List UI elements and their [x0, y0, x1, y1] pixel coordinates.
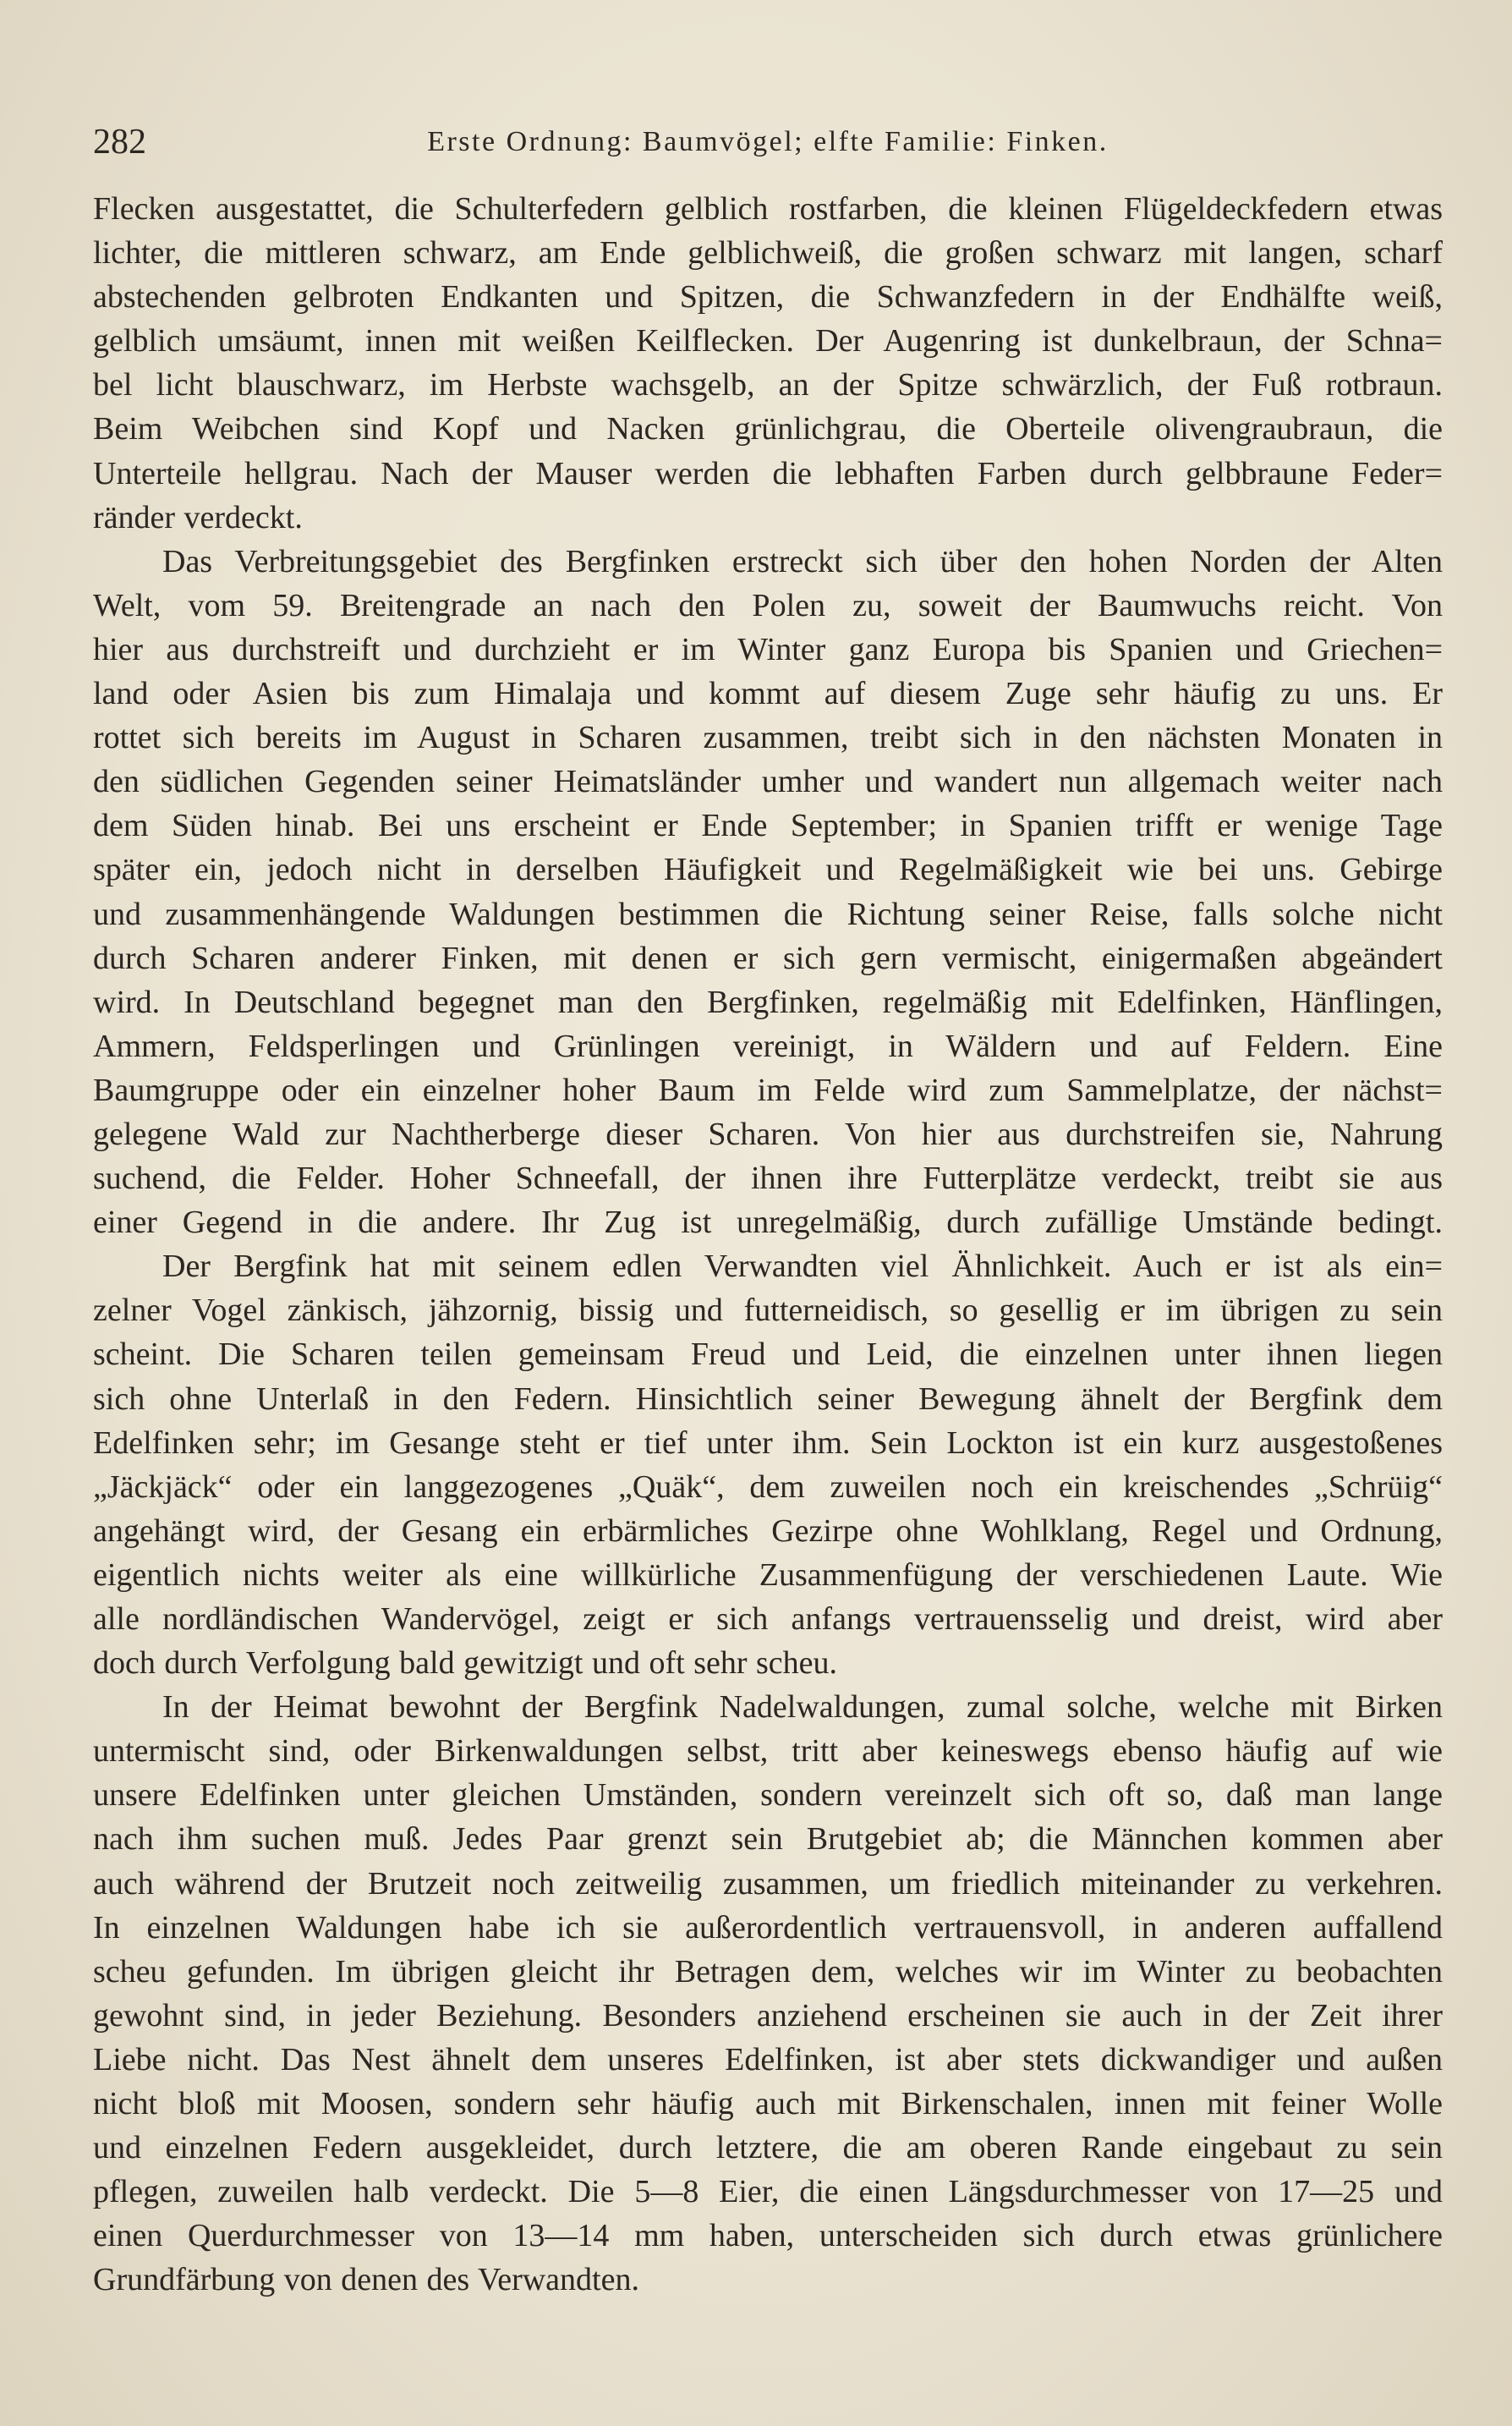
text-line: nach ihm suchen muß. Jedes Paar grenzt sein Brutgebiet ab; die Männchen kommen aber [93, 1821, 1443, 1858]
text-line: gelblich umsäumt, innen mit weißen Keilflecken. Der Augenring ist dunkelbraun, der Schna= [93, 323, 1443, 360]
paragraph-behaviour [93, 1244, 1443, 1685]
text-line: Unterteile hellgrau. Nach der Mauser werden die lebhaften Farben durch gelbbraune Feder= [93, 455, 1443, 491]
text-line: zelner Vogel zänkisch, jähzornig, bissig und futterneidisch, so gesellig er im übrigen zu sein [93, 1293, 1443, 1329]
text-line: Ammern, Feldsperlingen und Grünlingen vereinigt, in Wäldern und auf Feldern. Eine [93, 1028, 1443, 1064]
text-line: lichter, die mittleren schwarz, am Ende gelblichweiß, die großen schwarz mit langen, scharf [93, 235, 1443, 272]
text-line: nicht bloß mit Moosen, sondern sehr häufig auch mit Birkenschalen, innen mit feiner Wolle [93, 2086, 1443, 2122]
text-line: scheint. Die Scharen teilen gemeinsam Freud und Leid, die einzelnen unter ihnen liegen [93, 1336, 1443, 1373]
text-line: Baumgruppe oder ein einzelner hoher Baum im Felde wird zum Sammelplatze, der nächst= [93, 1072, 1443, 1108]
text-line: gelegene Wald zur Nachtherberge dieser Scharen. Von hier aus durchstreifen sie, Nahrung [93, 1116, 1443, 1152]
body-text [93, 187, 1443, 2303]
text-line: wird. In Deutschland begegnet man den Bergfinken, regelmäßig mit Edelfinken, Hänflingen, [93, 984, 1443, 1020]
text-line: Der Bergfink hat mit seinem edlen Verwandten viel Ähnlichkeit. Auch er ist als ein= [162, 1249, 1443, 1285]
text-line: Welt, vom 59. Breitengrade an nach den Polen zu, soweit der Baumwuchs reicht. Von [93, 587, 1443, 623]
text-line: hier aus durchstreift und durchzieht er im Winter ganz Europa bis Spanien und Griechen= [93, 631, 1443, 667]
paragraph-distribution [93, 540, 1443, 1245]
text-line: und einzelnen Federn ausgekleidet, durch letztere, die am oberen Rande eingebaut zu sein [93, 2130, 1443, 2166]
text-line: Flecken ausgestattet, die Schulterfedern gelblich rostfarben, die kleinen Flügeldeckfedern etwas [93, 191, 1443, 227]
text-line: dem Süden hinab. Bei uns erscheint er Ende September; in Spanien trifft er wenige Tage [93, 808, 1443, 844]
running-title: Erste Ordnung: Baumvögel; elfte Familie: Finken. [427, 126, 1109, 157]
text-line: einer Gegend in die andere. Ihr Zug ist unregelmäßig, durch zufällige Umstände bedingt. [93, 1205, 1443, 1241]
text-line: Beim Weibchen sind Kopf und Nacken grünlichgrau, die Oberteile olivengraubraun, die [93, 411, 1443, 447]
text-line: gewohnt sind, in jeder Beziehung. Besonders anziehend erscheinen sie auch in der Zeit ihrer [93, 1997, 1443, 2034]
text-line: Edelfinken sehr; im Gesange steht er tief unter ihm. Sein Lockton ist ein kurz ausgestoßenes [93, 1424, 1443, 1461]
text-line: Das Verbreitungsgebiet des Bergfinken erstreckt sich über den hohen Norden der Alten [162, 543, 1443, 579]
text-line: ränder verdeckt. [93, 499, 303, 535]
text-line: rottet sich bereits im August in Scharen zusammen, treibt sich in den nächsten Monaten in [93, 720, 1443, 756]
paragraph-plumage [93, 187, 1443, 540]
text-line: den südlichen Gegenden seiner Heimatsländer umher und wandert nun allgemach weiter nach [93, 764, 1443, 800]
text-line: und zusammenhängende Waldungen bestimmen die Richtung seiner Reise, falls solche nicht [93, 896, 1443, 932]
text-line: „Jäckjäck“ oder ein langgezogenes „Quäk“, dem zuweilen noch ein kreischendes „Schrüig“ [93, 1468, 1443, 1505]
text-line: unsere Edelfinken unter gleichen Umständen, sondern vereinzelt sich oft so, daß man lange [93, 1777, 1443, 1814]
text-line: auch während der Brutzeit noch zeitweilig zusammen, um friedlich miteinander zu verkehren. [93, 1865, 1443, 1902]
text-line: In einzelnen Waldungen habe ich sie außerordentlich vertrauensvoll, in anderen auffallend [93, 1909, 1443, 1946]
text-line: doch durch Verfolgung bald gewitzigt und oft sehr scheu. [93, 1645, 838, 1682]
text-line: Liebe nicht. Das Nest ähnelt dem unseres Edelfinken, ist aber stets dickwandiger und außen [93, 2041, 1443, 2077]
text-line: abstechenden gelbroten Endkanten und Spitzen, die Schwanzfedern in der Endhälfte weiß, [93, 279, 1443, 316]
text-line: pflegen, zuweilen halb verdeckt. Die 5—8 Eier, die einen Längsdurchmesser von 17—25 und [93, 2174, 1443, 2210]
text-line: suchend, die Felder. Hoher Schneefall, der ihnen ihre Futterplätze verdeckt, treibt sie aus [93, 1161, 1443, 1197]
text-line: alle nordländischen Wandervögel, zeigt er sich anfangs vertrauensselig und dreist, wird aber [93, 1601, 1443, 1637]
text-line: scheu gefunden. Im übrigen gleicht ihr Betragen dem, welches wir im Winter zu beobachten [93, 1953, 1443, 1990]
text-line: später ein, jedoch nicht in derselben Häufigkeit und Regelmäßigkeit wie bei uns. Gebirge [93, 852, 1443, 888]
text-line: In der Heimat bewohnt der Bergfink Nadelwaldungen, zumal solche, welche mit Birken [162, 1689, 1443, 1726]
paragraph-breeding [93, 1685, 1443, 2302]
text-line: Grundfärbung von denen des Verwandten. [93, 2262, 639, 2298]
text-line: sich ohne Unterlaß in den Federn. Hinsichtlich seiner Bewegung ähnelt der Bergfink dem [93, 1380, 1443, 1417]
text-line: angehängt wird, der Gesang ein erbärmliches Gezirpe ohne Wohlklang, Regel und Ordnung, [93, 1512, 1443, 1549]
running-header [93, 120, 1443, 164]
text-line: durch Scharen anderer Finken, mit denen er sich gern vermischt, einigermaßen abgeändert [93, 940, 1443, 976]
text-line: untermischt sind, oder Birkenwaldungen selbst, tritt aber keineswegs ebenso häufig auf wie [93, 1733, 1443, 1770]
text-line: einen Querdurchmesser von 13—14 mm haben, unterscheiden sich durch etwas grünlichere [93, 2218, 1443, 2254]
page-number: 282 [93, 123, 146, 162]
text-line: land oder Asien bis zum Himalaja und kommt auf diesem Zuge sehr häufig zu uns. Er [93, 676, 1443, 712]
text-line: eigentlich nichts weiter als eine willkürliche Zusammenfügung der verschiedenen Laute. Wie [93, 1556, 1443, 1593]
text-line: bel licht blauschwarz, im Herbste wachsgelb, an der Spitze schwärzlich, der Fuß rotbraun. [93, 367, 1443, 403]
